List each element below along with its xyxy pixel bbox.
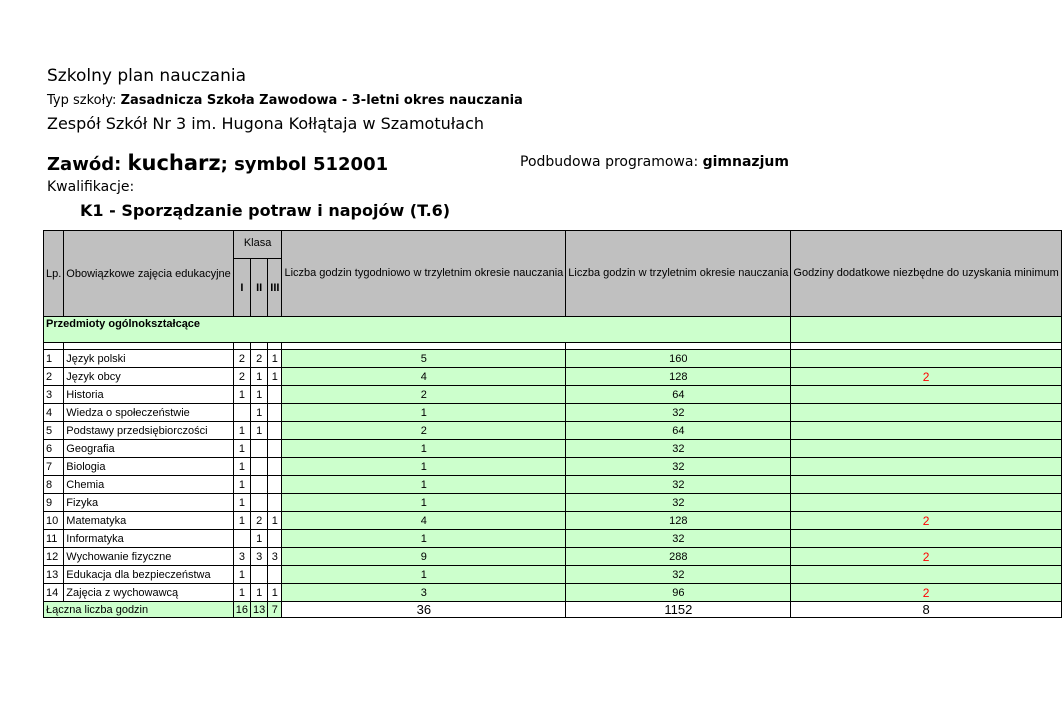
row-class-3: 1 (268, 584, 282, 602)
row-total: 128 (566, 368, 791, 386)
table-row (44, 548, 1062, 566)
row-class-2 (251, 476, 268, 494)
row-class-2 (251, 566, 268, 584)
row-subject: Edukacja dla bezpieczeństwa (64, 566, 233, 584)
row-subject: Biologia (64, 458, 233, 476)
table-row (44, 386, 1062, 404)
row-class-2: 1 (251, 404, 268, 422)
row-class-2: 1 (251, 386, 268, 404)
row-extra (791, 530, 1061, 548)
base-value: gimnazjum (702, 154, 789, 170)
row-total: 32 (566, 530, 791, 548)
row-lp: 6 (44, 440, 64, 458)
header-extra: Godziny dodatkowe niezbędne do uzyskania minimum (791, 231, 1061, 317)
totals-label: Łączna liczba godzin (44, 602, 234, 618)
qualification: K1 - Sporządzanie potraw i napojów (T.6) (80, 201, 451, 220)
table-row (44, 512, 1062, 530)
header-total: Liczba godzin w trzyletnim okresie nauczania (566, 231, 791, 317)
row-class-1: 1 (233, 566, 250, 584)
row-class-3: 1 (268, 368, 282, 386)
row-class-2: 1 (251, 584, 268, 602)
row-class-1: 1 (233, 422, 250, 440)
totals-extra: 8 (791, 602, 1061, 618)
row-extra: 2 (791, 548, 1061, 566)
row-total: 32 (566, 476, 791, 494)
row-extra (791, 494, 1061, 512)
table-row (44, 566, 1062, 584)
row-class-1: 1 (233, 494, 250, 512)
row-lp: 13 (44, 566, 64, 584)
row-subject: Wychowanie fizyczne (64, 548, 233, 566)
row-extra (791, 404, 1061, 422)
row-lp: 1 (44, 350, 64, 368)
row-class-1: 3 (233, 548, 250, 566)
table-row (44, 584, 1062, 602)
table-row (44, 343, 1062, 350)
row-lp: 10 (44, 512, 64, 530)
row-lp: 4 (44, 404, 64, 422)
row-class-1: 1 (233, 512, 250, 530)
row-lp: 3 (44, 386, 64, 404)
row-class-2: 2 (251, 350, 268, 368)
profession (47, 151, 388, 175)
row-total: 32 (566, 566, 791, 584)
header-class-2: II (251, 259, 268, 317)
row-subject: Zajęcia z wychowawcą (64, 584, 233, 602)
row-class-2: 2 (251, 512, 268, 530)
row-subject: Fizyka (64, 494, 233, 512)
row-total: 128 (566, 512, 791, 530)
row-class-1: 1 (233, 584, 250, 602)
profession-symbol: ; symbol 512001 (220, 154, 389, 175)
row-class-3 (268, 494, 282, 512)
totals-total: 1152 (566, 602, 791, 618)
row-class-3 (268, 386, 282, 404)
row-lp: 5 (44, 422, 64, 440)
row-subject: Chemia (64, 476, 233, 494)
base-label: Podbudowa programowa: (520, 154, 703, 170)
row-class-3: 1 (268, 350, 282, 368)
header-class-3: III (268, 259, 282, 317)
table-row (44, 404, 1062, 422)
row-subject: Język obcy (64, 368, 233, 386)
school-name: Zespół Szkół Nr 3 im. Hugona Kołłątaja w Szamotułach (47, 114, 485, 133)
table-row (44, 476, 1062, 494)
table-row (44, 458, 1062, 476)
row-class-3 (268, 404, 282, 422)
row-class-1: 1 (233, 440, 250, 458)
row-weekly: 1 (282, 494, 566, 512)
header-klasa: Klasa (233, 231, 282, 259)
header-weekly: Liczba godzin tygodniowo w trzyletnim okresie nauczania (282, 231, 566, 317)
row-weekly: 1 (282, 458, 566, 476)
row-weekly: 1 (282, 530, 566, 548)
row-total: 160 (566, 350, 791, 368)
row-subject: Geografia (64, 440, 233, 458)
row-class-1: 1 (233, 476, 250, 494)
school-type-value: Zasadnicza Szkoła Zawodowa - 3-letni okres nauczania (120, 93, 523, 108)
table-row (44, 440, 1062, 458)
totals-class-2: 13 (251, 602, 268, 618)
row-weekly: 3 (282, 584, 566, 602)
row-extra (791, 440, 1061, 458)
totals-weekly: 36 (282, 602, 566, 618)
totals-class-1: 16 (233, 602, 250, 618)
row-weekly: 1 (282, 566, 566, 584)
row-subject: Informatyka (64, 530, 233, 548)
totals-row (44, 602, 1062, 618)
row-weekly: 2 (282, 386, 566, 404)
header-class-1: I (233, 259, 250, 317)
row-class-3 (268, 476, 282, 494)
row-lp: 7 (44, 458, 64, 476)
row-extra (791, 350, 1061, 368)
row-class-2 (251, 494, 268, 512)
row-extra (791, 566, 1061, 584)
row-total: 64 (566, 386, 791, 404)
row-total: 32 (566, 440, 791, 458)
row-lp: 14 (44, 584, 64, 602)
table-row (44, 530, 1062, 548)
row-total: 32 (566, 494, 791, 512)
row-class-1: 2 (233, 368, 250, 386)
row-class-2: 1 (251, 368, 268, 386)
row-class-2: 1 (251, 530, 268, 548)
row-lp: 8 (44, 476, 64, 494)
base-program (520, 154, 789, 170)
row-class-2: 1 (251, 422, 268, 440)
row-class-2 (251, 458, 268, 476)
row-lp: 12 (44, 548, 64, 566)
row-total: 64 (566, 422, 791, 440)
table-row (44, 368, 1062, 386)
row-subject: Podstawy przedsiębiorczości (64, 422, 233, 440)
row-extra (791, 386, 1061, 404)
row-extra: 2 (791, 584, 1061, 602)
row-weekly: 2 (282, 422, 566, 440)
row-class-3: 3 (268, 548, 282, 566)
row-weekly: 1 (282, 440, 566, 458)
profession-name: kucharz (127, 151, 221, 175)
row-class-3 (268, 458, 282, 476)
row-lp: 2 (44, 368, 64, 386)
row-class-1: 2 (233, 350, 250, 368)
row-extra: 2 (791, 512, 1061, 530)
row-total: 32 (566, 458, 791, 476)
row-extra (791, 458, 1061, 476)
row-class-1 (233, 530, 250, 548)
school-type (47, 93, 523, 108)
qualifications-label: Kwalifikacje: (47, 179, 135, 195)
row-extra (791, 476, 1061, 494)
row-total: 96 (566, 584, 791, 602)
table-row (44, 350, 1062, 368)
row-subject: Język polski (64, 350, 233, 368)
row-weekly: 1 (282, 476, 566, 494)
row-weekly: 9 (282, 548, 566, 566)
row-lp: 9 (44, 494, 64, 512)
header-lp: Lp. (44, 231, 64, 317)
section-extra-cell (791, 317, 1061, 343)
row-class-3 (268, 422, 282, 440)
row-weekly: 4 (282, 368, 566, 386)
header-subject: Obowiązkowe zajęcia edukacyjne (64, 231, 233, 317)
row-subject: Matematyka (64, 512, 233, 530)
row-weekly: 1 (282, 404, 566, 422)
profession-label: Zawód: (47, 154, 128, 175)
row-lp: 11 (44, 530, 64, 548)
row-subject: Wiedza o społeczeństwie (64, 404, 233, 422)
school-type-label: Typ szkoły: (47, 93, 121, 108)
page-title: Szkolny plan nauczania (47, 66, 246, 86)
row-class-1: 1 (233, 458, 250, 476)
row-class-1 (233, 404, 250, 422)
row-weekly: 5 (282, 350, 566, 368)
row-class-2 (251, 440, 268, 458)
row-extra: 2 (791, 368, 1061, 386)
table-row (44, 422, 1062, 440)
row-class-1: 1 (233, 386, 250, 404)
row-total: 288 (566, 548, 791, 566)
row-class-2: 3 (251, 548, 268, 566)
row-class-3 (268, 440, 282, 458)
row-extra (791, 422, 1061, 440)
row-class-3 (268, 530, 282, 548)
row-total: 32 (566, 404, 791, 422)
row-weekly: 4 (282, 512, 566, 530)
row-subject: Historia (64, 386, 233, 404)
row-class-3 (268, 566, 282, 584)
totals-class-3: 7 (268, 602, 282, 618)
row-class-3: 1 (268, 512, 282, 530)
curriculum-table (43, 230, 1062, 618)
table-row (44, 494, 1062, 512)
section-title: Przedmioty ogólnokształcące (44, 317, 791, 343)
